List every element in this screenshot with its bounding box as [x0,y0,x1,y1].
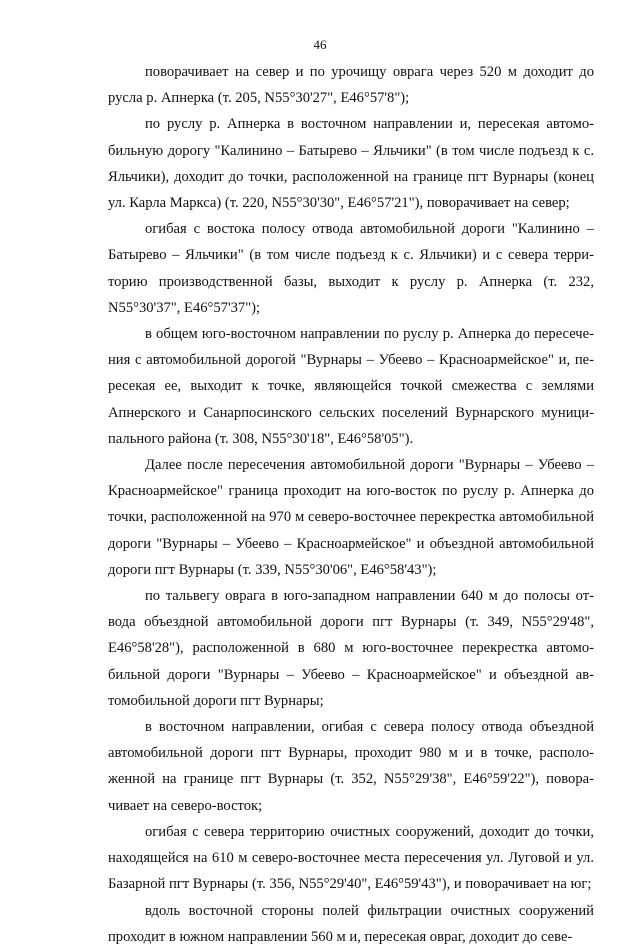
document-body [108,59,594,950]
paragraph: огибая с востока полосу отвода автомобильной дороги "Калинино – Батырево – Яльчики" (в том числе подъезд к с. Яльчики) и с севера территорию производственной базы, выходит к руслу р. Апнерка (т. 232, N55°30'37", E46°57'37"); [108,221,594,316]
paragraph: по руслу р. Апнерка в восточном направлении и, пересекая автомобильную дорогу "Калинино – Батырево – Яльчики" (в том числе подъезд к с. Яльчики), доходит до точки, расположенной на границе пгт Вурнары (конец ул. Карла Маркса) (т. 220, N55°30'30", E46°57'21"), поворачивает на север; [108,116,594,212]
paragraph: Далее после пересечения автомобильной дороги "Вурнары – Убеево – Красноармейское" граница проходит на юго-восток по руслу р. Апнерка до точки, расположенной на 970 м северо-восточнее перекрестка автомобильной дороги "Вурнары – Убеево – Красноармейское" и объездной автомобильной дороги пгт Вурнары (т. 339, N55°30'06", E46°58'43"); [108,457,594,578]
paragraph: в восточном направлении, огибая с севера полосу отвода объездной автомобильной дороги пгт Вурнары, проходит 980 м и в точке, расположенной на границе пгт Вурнары (т. 352, N55°29'38", E46°59'22"), поворачивает на северо-восток; [108,719,594,814]
paragraph: в общем юго-восточном направлении по руслу р. Апнерка до пересечения с автомобильной дорогой "Вурнары – Убеево – Красноармейское" и, пересекая ее, выходит к точке, являющейся точкой смежества с землями Апнерского и Санарпосинского сельских поселений Вурнарского муниципального района (т. 308, N55°30'18", E46°58'05"). [108,326,594,447]
paragraph: поворачивает на север и по урочищу оврага через 520 м доходит до русла р. Апнерка (т. 205, N55°30'27", E46°57'8"); [108,64,594,107]
paragraph: по тальвегу оврага в юго-западном направлении 640 м до полосы отвода объездной автомобильной дороги пгт Вурнары (т. 349, N55°29'48", E46°58'28"), расположенной в 680 м юго-восточнее перекрестка автомобильной дороги "Вурнары – Убеево – Красноармейское" и объездной автомобильной дороги пгт Вурнары; [108,588,594,709]
paragraph: огибая с севера территорию очистных сооружений, доходит до точки, находящейся на 610 м северо-восточнее места пересечения ул. Луговой и ул. Базарной пгт Вурнары (т. 356, N55°29'40", E46°59'43"), и поворачивает на юг; [108,823,594,893]
paragraph: вдоль восточной стороны полей фильтрации очистных сооружений проходит в южном направлении 560 м и, пересекая овраг, доходит до севе- [108,902,594,945]
page-number: 46 [313,37,327,52]
